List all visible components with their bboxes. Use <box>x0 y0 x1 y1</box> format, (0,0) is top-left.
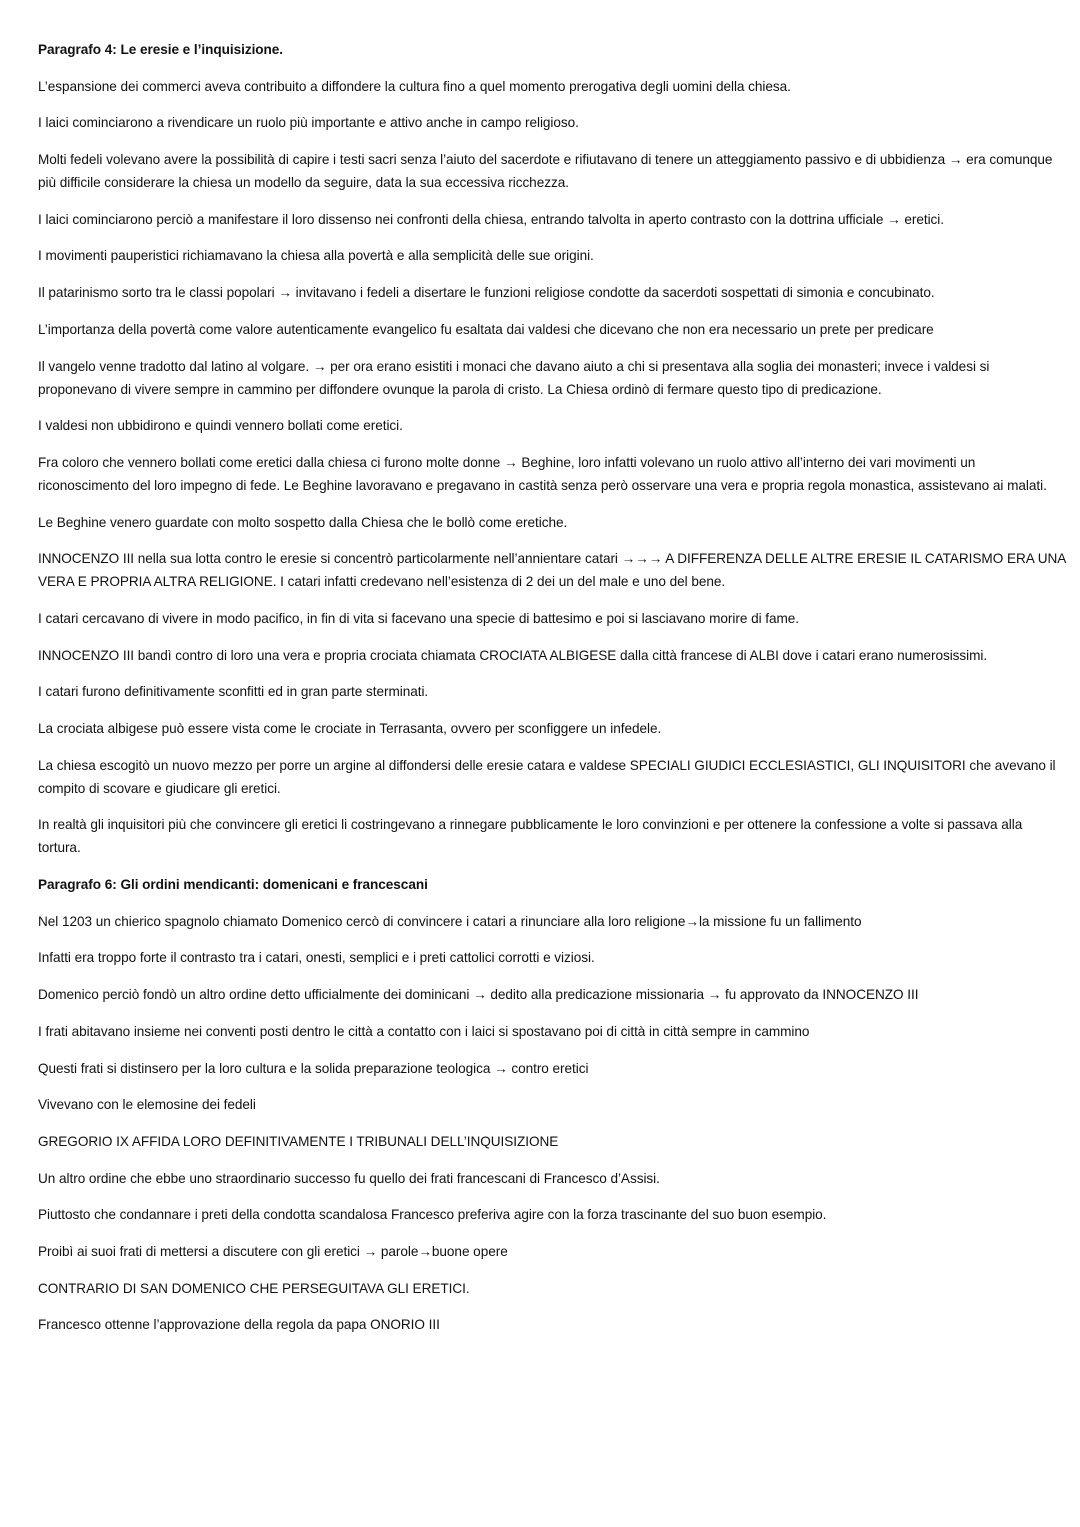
paragraph: Molti fedeli volevano avere la possibilità di capire i testi sacri senza l’aiuto del sacerdote e rifiutavano di tenere un atteggiamento passivo e di ubbidienza → era comunque più difficile considerare la chiesa un modello da seguire, data la sua eccessiva ricchezza. <box>38 152 1053 191</box>
paragraph: L’importanza della povertà come valore autenticamente evangelico fu esaltata dai valdesi che dicevano che non era necessario un prete per predicare <box>38 321 934 337</box>
paragraph: I valdesi non ubbidirono e quindi vennero bollati come eretici. <box>38 418 403 434</box>
paragraph: GREGORIO IX AFFIDA LORO DEFINITIVAMENTE I TRIBUNALI DELL’INQUISIZIONE <box>38 1133 559 1149</box>
paragraph: INNOCENZO III nella sua lotta contro le eresie si concentrò particolarmente nell’annientare catari →→→ A DIFFERENZA DELLE ALTRE ERESIE IL CATARISMO ERA UNA VERA E PROPRIA ALTRA RELIGIONE. I catari infatti credevano nell’esistenza di 2 dei un del male e uno del bene. <box>38 551 1066 590</box>
paragraph: Vivevano con le elemosine dei fedeli <box>38 1097 256 1113</box>
paragraph: L’espansione dei commerci aveva contribuito a diffondere la cultura fino a quel momento prerogativa degli uomini della chiesa. <box>38 78 791 94</box>
paragraph: La chiesa escogitò un nuovo mezzo per porre un argine al diffondersi delle eresie catara e valdese SPECIALI GIUDICI ECCLESIASTICI, GLI INQUISITORI che avevano il compito di scovare e giudicare gli eretici. <box>38 757 1056 796</box>
paragraph: Le Beghine venero guardate con molto sospetto dalla Chiesa che le bollò come eretiche. <box>38 514 568 530</box>
paragraph: Infatti era troppo forte il contrasto tra i catari, onesti, semplici e i preti cattolici corrotti e viziosi. <box>38 950 595 966</box>
paragraph: Nel 1203 un chierico spagnolo chiamato Domenico cercò di convincere i catari a rinunciare alla loro religione→la missione fu un fallimento <box>38 913 862 929</box>
paragraph: I laici cominciarono perciò a manifestare il loro dissenso nei confronti della chiesa, entrando talvolta in aperto contrasto con la dottrina ufficiale → eretici. <box>38 211 944 227</box>
paragraph: Francesco ottenne l’approvazione della regola da papa ONORIO III <box>38 1317 440 1333</box>
paragraph: Il patarinismo sorto tra le classi popolari → invitavano i fedeli a disertare le funzioni religiose condotte da sacerdoti sospettati di simonia e concubinato. <box>38 285 935 301</box>
paragraph: I catari cercavano di vivere in modo pacifico, in fin di vita si facevano una specie di battesimo e poi si lasciavano morire di fame. <box>38 610 800 626</box>
paragraph: Fra coloro che vennero bollati come eretici dalla chiesa ci furono molte donne → Beghine, loro infatti volevano un ruolo attivo all’interno dei vari movimenti un riconoscimento del loro impegno di fede. Le Beghine lavoravano e pregavano in castità senza però osservare una vera e propria regola monastica, assistevano ai malati. <box>38 454 1047 493</box>
section-4-heading: Paragrafo 4: Le eresie e l’inquisizione. <box>38 42 284 57</box>
paragraph: I laici cominciarono a rivendicare un ruolo più importante e attivo anche in campo religioso. <box>38 115 579 131</box>
paragraph: Il vangelo venne tradotto dal latino al volgare. → per ora erano esistiti i monaci che davano aiuto a chi si presentava alla soglia dei monasteri; invece i valdesi si proponevano di vivere sempre in cammino per diffondere ovunque la parola di cristo. La Chiesa ordinò di fermare questo tipo di predicazione. <box>38 358 990 397</box>
paragraph: Domenico perciò fondò un altro ordine detto ufficialmente dei dominicani → dedito alla predicazione missionaria → fu approvato da INNOCENZO III <box>38 987 919 1003</box>
section-6-heading: Paragrafo 6: Gli ordini mendicanti: domenicani e francescani <box>38 877 428 893</box>
paragraph: I catari furono definitivamente sconfitti ed in gran parte sterminati. <box>38 684 429 700</box>
paragraph: Un altro ordine che ebbe uno straordinario successo fu quello dei frati francescani di Francesco d’Assisi. <box>38 1170 660 1186</box>
paragraph: La crociata albigese può essere vista come le crociate in Terrasanta, ovvero per sconfiggere un infedele. <box>38 721 662 736</box>
paragraph: CONTRARIO DI SAN DOMENICO CHE PERSEGUITAVA GLI ERETICI. <box>38 1280 470 1296</box>
paragraph: Piuttosto che condannare i preti della condotta scandalosa Francesco preferiva agire con la forza trascinante del suo buon esempio. <box>38 1207 827 1223</box>
paragraph: I frati abitavano insieme nei conventi posti dentro le città a contatto con i laici si spostavano poi di città in città sempre in cammino <box>38 1023 810 1039</box>
paragraph: I movimenti pauperistici richiamavano la chiesa alla povertà e alla semplicità delle sue origini. <box>38 248 594 264</box>
paragraph: Proibì ai suoi frati di mettersi a discutere con gli eretici → parole→buone opere <box>38 1243 508 1259</box>
paragraph: Questi frati si distinsero per la loro cultura e la solida preparazione teologica → contro eretici <box>38 1060 589 1076</box>
paragraph: In realtà gli inquisitori più che convincere gli eretici li costringevano a rinnegare pubblicamente le loro convinzioni e per ottenere la confessione a volte si passava alla tortura. <box>38 817 1023 856</box>
paragraph: INNOCENZO III bandì contro di loro una vera e propria crociata chiamata CROCIATA ALBIGESE dalla città francese di ALBI dove i catari erano numerosissimi. <box>38 647 988 663</box>
document-page <box>38 38 1068 1350</box>
